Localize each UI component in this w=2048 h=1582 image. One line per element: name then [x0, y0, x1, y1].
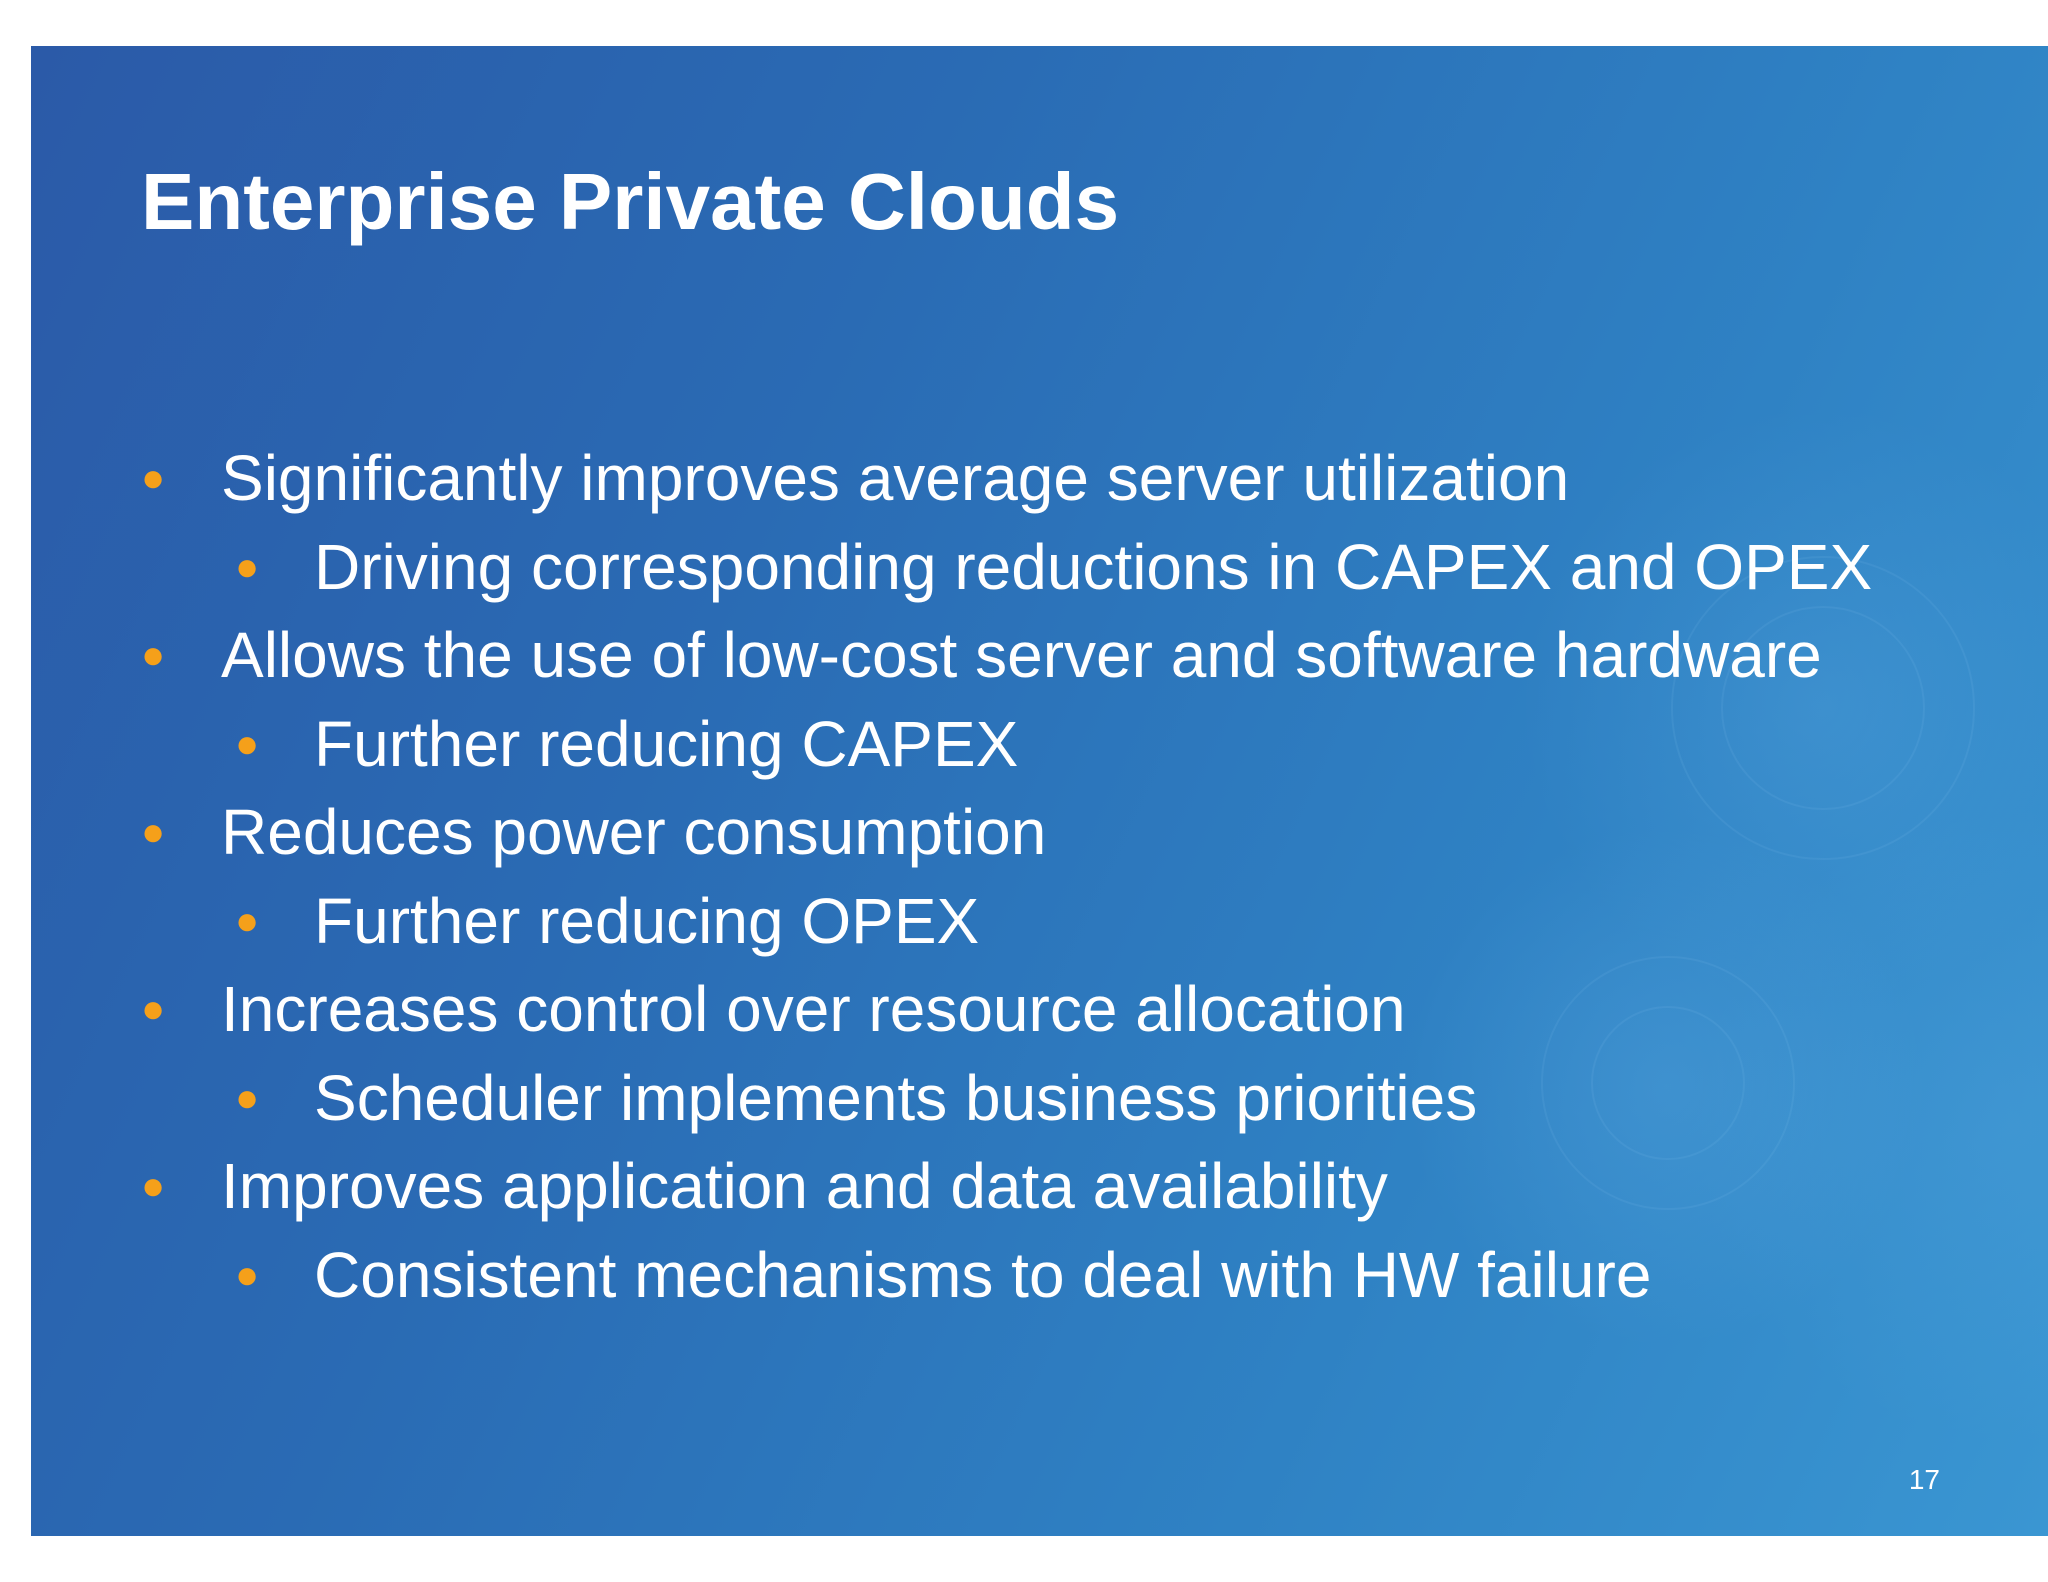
bullet-dot-icon: ●	[235, 1252, 260, 1297]
bullet-dot-icon: ●	[141, 633, 166, 677]
sub-bullet-text: Driving corresponding reductions in CAPEX and OPEX	[314, 530, 1873, 603]
bullet-dot-icon: ●	[235, 721, 260, 766]
slide	[31, 46, 2048, 1536]
bullet-dot-icon: ●	[141, 1164, 166, 1208]
bullet-item	[31, 611, 2048, 700]
bullet-item	[31, 965, 2048, 1054]
bullet-dot-icon: ●	[235, 544, 260, 589]
bullet-list	[31, 434, 2048, 1319]
sub-bullet-text: Consistent mechanisms to deal with HW failure	[314, 1238, 1652, 1311]
bullet-text: Improves application and data availability	[221, 1150, 1388, 1222]
sub-bullet-item	[31, 700, 2048, 789]
sub-bullet-text: Further reducing OPEX	[314, 884, 980, 957]
bullet-item	[31, 788, 2048, 877]
bullet-dot-icon: ●	[235, 898, 260, 943]
page-number: 17	[1908, 1464, 1940, 1495]
sub-bullet-item	[31, 1231, 2048, 1320]
bullet-item	[31, 1142, 2048, 1231]
bullet-dot-icon: ●	[141, 987, 166, 1031]
bullet-text: Reduces power consumption	[221, 796, 1047, 868]
slide-title: Enterprise Private Clouds	[141, 157, 1120, 246]
sub-bullet-text: Scheduler implements business priorities	[314, 1061, 1478, 1134]
sub-bullet-text: Further reducing CAPEX	[314, 707, 1019, 780]
bullet-item	[31, 434, 2048, 523]
sub-bullet-item	[31, 877, 2048, 966]
sub-bullet-item	[31, 1054, 2048, 1143]
bullet-dot-icon: ●	[235, 1075, 260, 1120]
sub-bullet-item	[31, 523, 2048, 612]
bullet-text: Increases control over resource allocation	[221, 973, 1406, 1045]
bullet-text: Allows the use of low-cost server and software hardware	[221, 619, 1822, 691]
bullet-dot-icon: ●	[141, 456, 166, 500]
bullet-dot-icon: ●	[141, 810, 166, 854]
bullet-text: Significantly improves average server utilization	[221, 442, 1570, 514]
